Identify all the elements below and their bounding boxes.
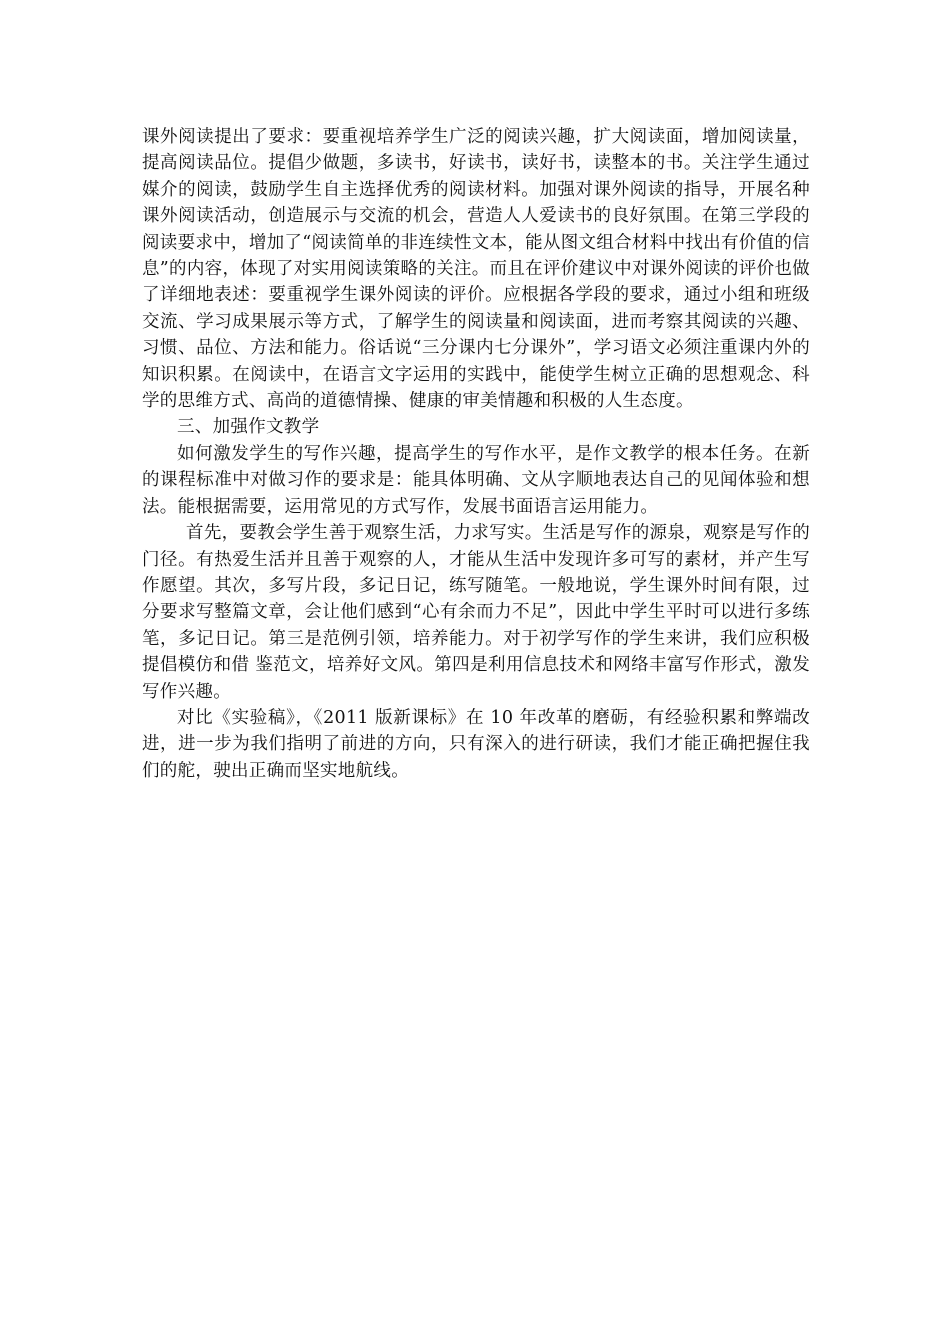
paragraph-conclusion: 对比《实验稿》，《2011 版新课标》在 10 年改革的磨砺，有经验积累和弊端改进，进一步为我们指明了前进的方向，只有深入的进行研读，我们才能正确把握住我们的舵，驶出正确而坚实地航线。: [142, 707, 810, 781]
paragraph-extracurricular-reading: 课外阅读提出了要求：要重视培养学生广泛的阅读兴趣，扩大阅读面，增加阅读量，提高阅读品位。提倡少做题，多读书，好读书，读好书，读整本的书。关注学生通过媒介的阅读，鼓励学生自主选择优秀的阅读材料。加强对课外阅读的指导，开展名种课外阅读活动，创造展示与交流的机会，营造人人爱读书的良好氛围。在第三学段的阅读要求中，增加了“阅读简单的非连续性文本，能从图文组合材料中找出有价值的信息”的内容，体现了对实用阅读策略的关注。而且在评价建议中对课外阅读的评价也做了详细地表述：要重视学生课外阅读的评价。应根据各学段的要求，通过小组和班级交流、学习成果展示等方式，了解学生的阅读量和阅读面，进而考察其阅读的兴趣、习惯、品位、方法和能力。俗话说“三分课内七分课外”，学习语文必须注重课内外的知识积累。在阅读中，在语言文字运用的实践中，能使学生树立正确的思想观念、科学的思维方式、高尚的道德情操、健康的审美情趣和积极的人生态度。: [142, 127, 810, 412]
section-heading-writing: 三、加强作文教学: [177, 417, 320, 438]
paragraph-writing-interest: 如何激发学生的写作兴趣，提高学生的写作水平，是作文教学的根本任务。在新的课程标准中对做习作的要求是：能具体明确、文从字顺地表达自己的见闻体验和想法。能根据需要，运用常见的方式写作，发展书面语言运用能力。: [142, 443, 810, 517]
paragraph-writing-methods: 首先，要教会学生善于观察生活，力求写实。生活是写作的源泉，观察是写作的门径。有热爱生活并且善于观察的人，才能从生活中发现许多可写的素材，并产生写作愿望。其次，多写片段，多记日记，练写随笔。一般地说，学生课外时间有限，过分要求写整篇文章，会让他们感到“心有余而力不足”，因此中学生平时可以进行多练笔，多记日记。第三是范例引领，培养能力。对于初学写作的学生来讲，我们应积极提倡模仿和借 鉴范文，培养好文风。第四是利用信息技术和网络丰富写作形式，激发写作兴趣。: [142, 523, 810, 702]
document-body: [142, 124, 810, 784]
